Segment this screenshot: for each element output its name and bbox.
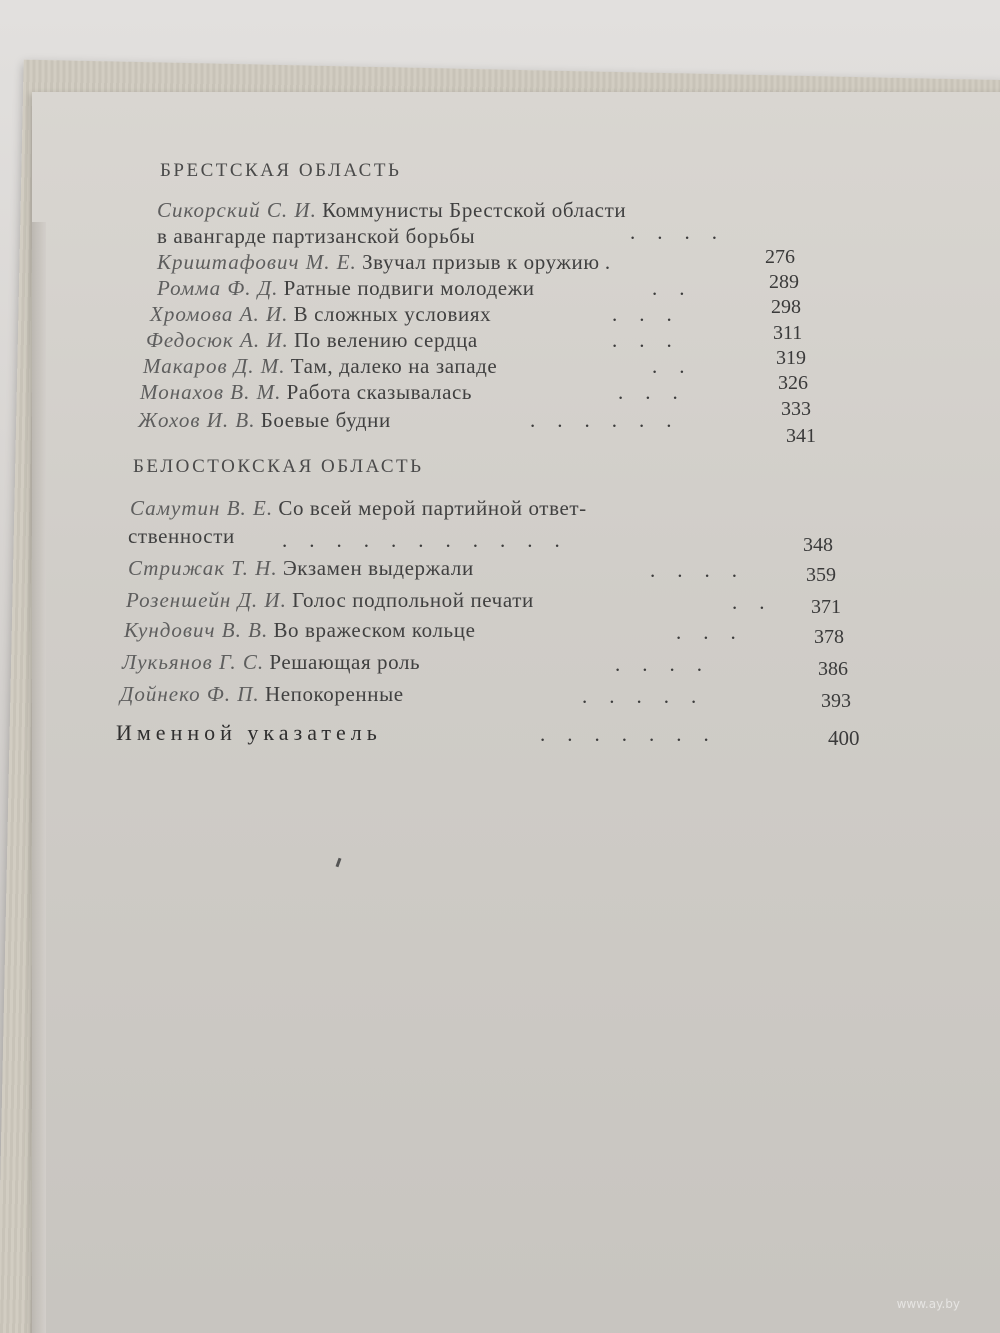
- page-number: 341: [786, 425, 816, 447]
- toc-entry: [146, 328, 478, 353]
- page-number: 371: [811, 596, 841, 618]
- toc-entry: [122, 650, 420, 675]
- entry-author: Сикорский С. И.: [157, 198, 317, 222]
- leader-dots: ...: [676, 620, 758, 644]
- page-number: 319: [776, 347, 806, 369]
- leader-dots: .......: [540, 722, 731, 746]
- entry-author: Монахов В. М.: [140, 380, 282, 404]
- entry-author: Жохов И. В.: [138, 408, 256, 432]
- page-number: 393: [821, 690, 851, 712]
- entry-title: Во вражеском кольце: [273, 618, 476, 642]
- entry-author: Криштафович М. Е.: [157, 250, 357, 274]
- toc-entry: [130, 496, 587, 521]
- toc-entry-continued: [157, 224, 475, 249]
- leader-dots: ...: [612, 302, 694, 326]
- leader-dots: .....: [582, 684, 719, 708]
- entry-author: Самутин В. Е.: [130, 496, 274, 520]
- entry-title: Со всей мерой партийной ответ-: [278, 496, 587, 520]
- toc-entry: [120, 682, 404, 707]
- page-number: 400: [828, 726, 860, 750]
- leader-dots: ....: [630, 220, 739, 244]
- page-number: 289: [769, 271, 799, 293]
- entry-author: Дойнеко Ф. П.: [120, 682, 260, 706]
- toc-entry: [128, 556, 474, 581]
- leader-dots: ....: [650, 558, 759, 582]
- entry-author: Федосюк А. И.: [146, 328, 289, 352]
- leader-dots: ..: [652, 276, 707, 300]
- toc-entry: Криштафович М. Е. Звучал призыв к оружию .: [157, 250, 611, 274]
- entry-author: Ромма Ф. Д.: [157, 276, 279, 300]
- entry-title: В сложных условиях: [293, 302, 492, 326]
- entry-title: Непокоренные: [264, 682, 404, 706]
- toc-entry: [157, 276, 535, 301]
- entry-title: Голос подпольной печати: [292, 588, 534, 612]
- entry-author: Лукьянов Г. С.: [122, 650, 265, 674]
- entry-author: Розеншейн Д. И.: [126, 588, 287, 612]
- page-number: 276: [765, 246, 795, 268]
- entry-title-continued: ственности: [128, 524, 235, 548]
- toc-entry: [124, 618, 476, 643]
- page-number: 348: [803, 534, 833, 556]
- watermark: www.ay.by: [896, 1297, 960, 1311]
- toc-entry: [143, 354, 497, 379]
- toc-entry: [150, 302, 491, 327]
- entry-title: Ратные подвиги молодежи: [283, 276, 535, 300]
- leader-dots: ..: [652, 354, 707, 378]
- entry-author: Кундович В. В.: [124, 618, 269, 642]
- toc-entry: [140, 380, 472, 405]
- leader-dots: ......: [530, 408, 694, 432]
- entry-title: Коммунисты Брестской области: [322, 198, 627, 222]
- toc-entry: [138, 408, 391, 433]
- paper-speck: [336, 858, 342, 867]
- entry-title: Там, далеко на западе: [290, 354, 498, 378]
- leader-dots: ..: [732, 590, 787, 614]
- toc-entry: [126, 588, 534, 613]
- entry-title: Работа сказывалась: [286, 380, 473, 404]
- toc-entry-continued: [128, 524, 235, 549]
- entry-author: Макаров Д. М.: [143, 354, 286, 378]
- entry-title: Экзамен выдержали: [282, 556, 474, 580]
- toc-entry: [157, 198, 626, 223]
- section-heading-belostok: БЕЛОСТОКСКАЯ ОБЛАСТЬ: [133, 456, 424, 477]
- page-number: 359: [806, 564, 836, 586]
- entry-author: Хромова А. И.: [150, 302, 289, 326]
- name-index-label: Именной указатель: [116, 720, 382, 745]
- section-heading-brest: БРЕСТСКАЯ ОБЛАСТЬ: [160, 160, 402, 181]
- leader-dots: ...........: [282, 528, 582, 552]
- entry-title-continued: в авангарде партизанской борьбы: [157, 224, 476, 248]
- leader-dots: ....: [615, 652, 724, 676]
- page-number: 311: [773, 322, 803, 344]
- entry-title: Боевые будни: [260, 408, 391, 432]
- entry-title: Звучал призыв к оружию: [362, 250, 600, 274]
- page-number: 326: [778, 372, 808, 394]
- page-number: 298: [771, 296, 801, 318]
- leader-dots: ...: [618, 380, 700, 404]
- page-number: 386: [818, 658, 848, 680]
- entry-title: Решающая роль: [269, 650, 421, 674]
- page-number: 333: [781, 398, 811, 420]
- entry-author: Стрижак Т. Н.: [128, 556, 278, 580]
- entry-title: По велению сердца: [294, 328, 478, 352]
- page-number: 378: [814, 626, 844, 648]
- leader-dots: ...: [612, 328, 694, 352]
